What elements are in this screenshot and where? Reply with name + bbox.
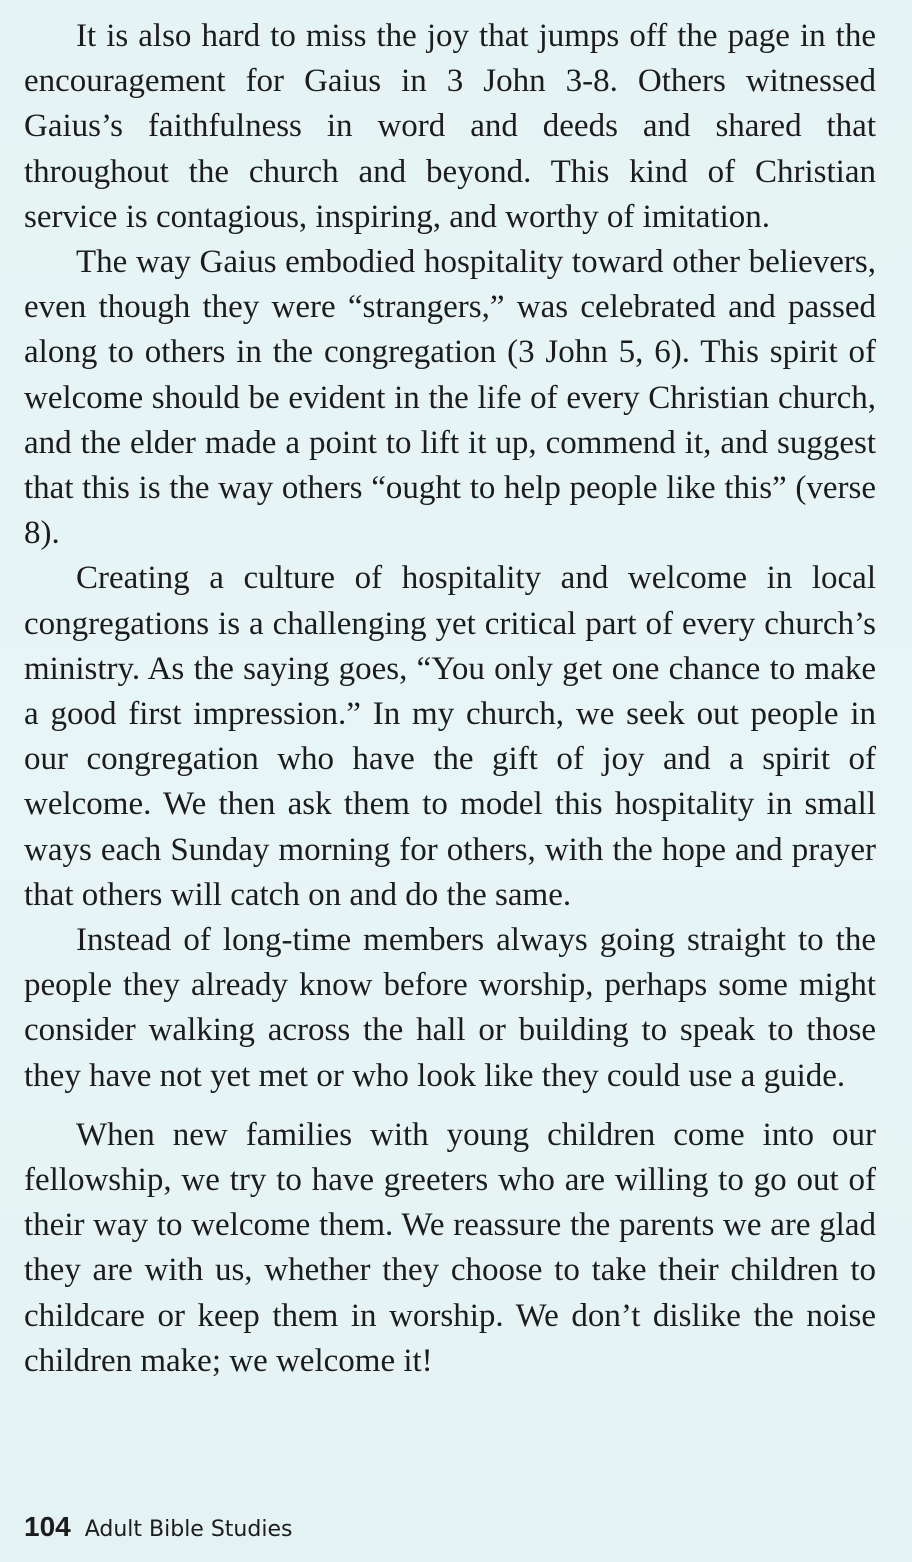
paragraph-long-time-members: Instead of long-time members always going straight to the people they already know before worship, perhaps some might consider walking across the hall or building to speak to those they have not yet met or who look like they could use a guide. [24, 922, 876, 1094]
page-number: 104 [24, 1511, 71, 1542]
paragraph-culture-of-welcome: Creating a culture of hospitality and welcome in local congregations is a challenging yet critical part of every church’s ministry. As the saying goes, “You only get one chance to make a good first impression.” In my church, we seek out people in our congregation who have the gift of joy and a spirit of welcome. We then ask them to model this hospitality in small ways each Sunday morning for others, with the hope and prayer that others will catch on and do the same. [24, 560, 876, 913]
publication-title: Adult Bible Studies [84, 1517, 293, 1542]
page-footer [24, 1511, 292, 1551]
paragraph-new-families: When new families with young children come into our fellowship, we try to have greeters who are willing to go out of their way to welcome them. We reassure the parents we are glad they are with us, whether they choose to take their children to childcare or keep them in worship. We don’t dislike the noise children make; we welcome it! [24, 1116, 876, 1379]
paragraph-gaius-joy: It is also hard to miss the joy that jumps off the page in the encouragement for Gaius in 3 John 3-8. Others witnessed Gaius’s faithfulness in word and deeds and shared that throughout the church and beyond. This kind of Christian service is contagious, inspiring, and worthy of imitation. [24, 18, 876, 235]
paragraph-hospitality-believers: The way Gaius embodied hospitality toward other believers, even though they were “strangers,” was celebrated and passed along to others in the congregation (3 John 5, 6). This spirit of welcome should be evident in the life of every Christian church, and the elder made a point to lift it up, commend it, and suggest that this is the way others “ought to help people like this” (verse 8). [24, 244, 876, 552]
body-text [24, 14, 876, 1384]
